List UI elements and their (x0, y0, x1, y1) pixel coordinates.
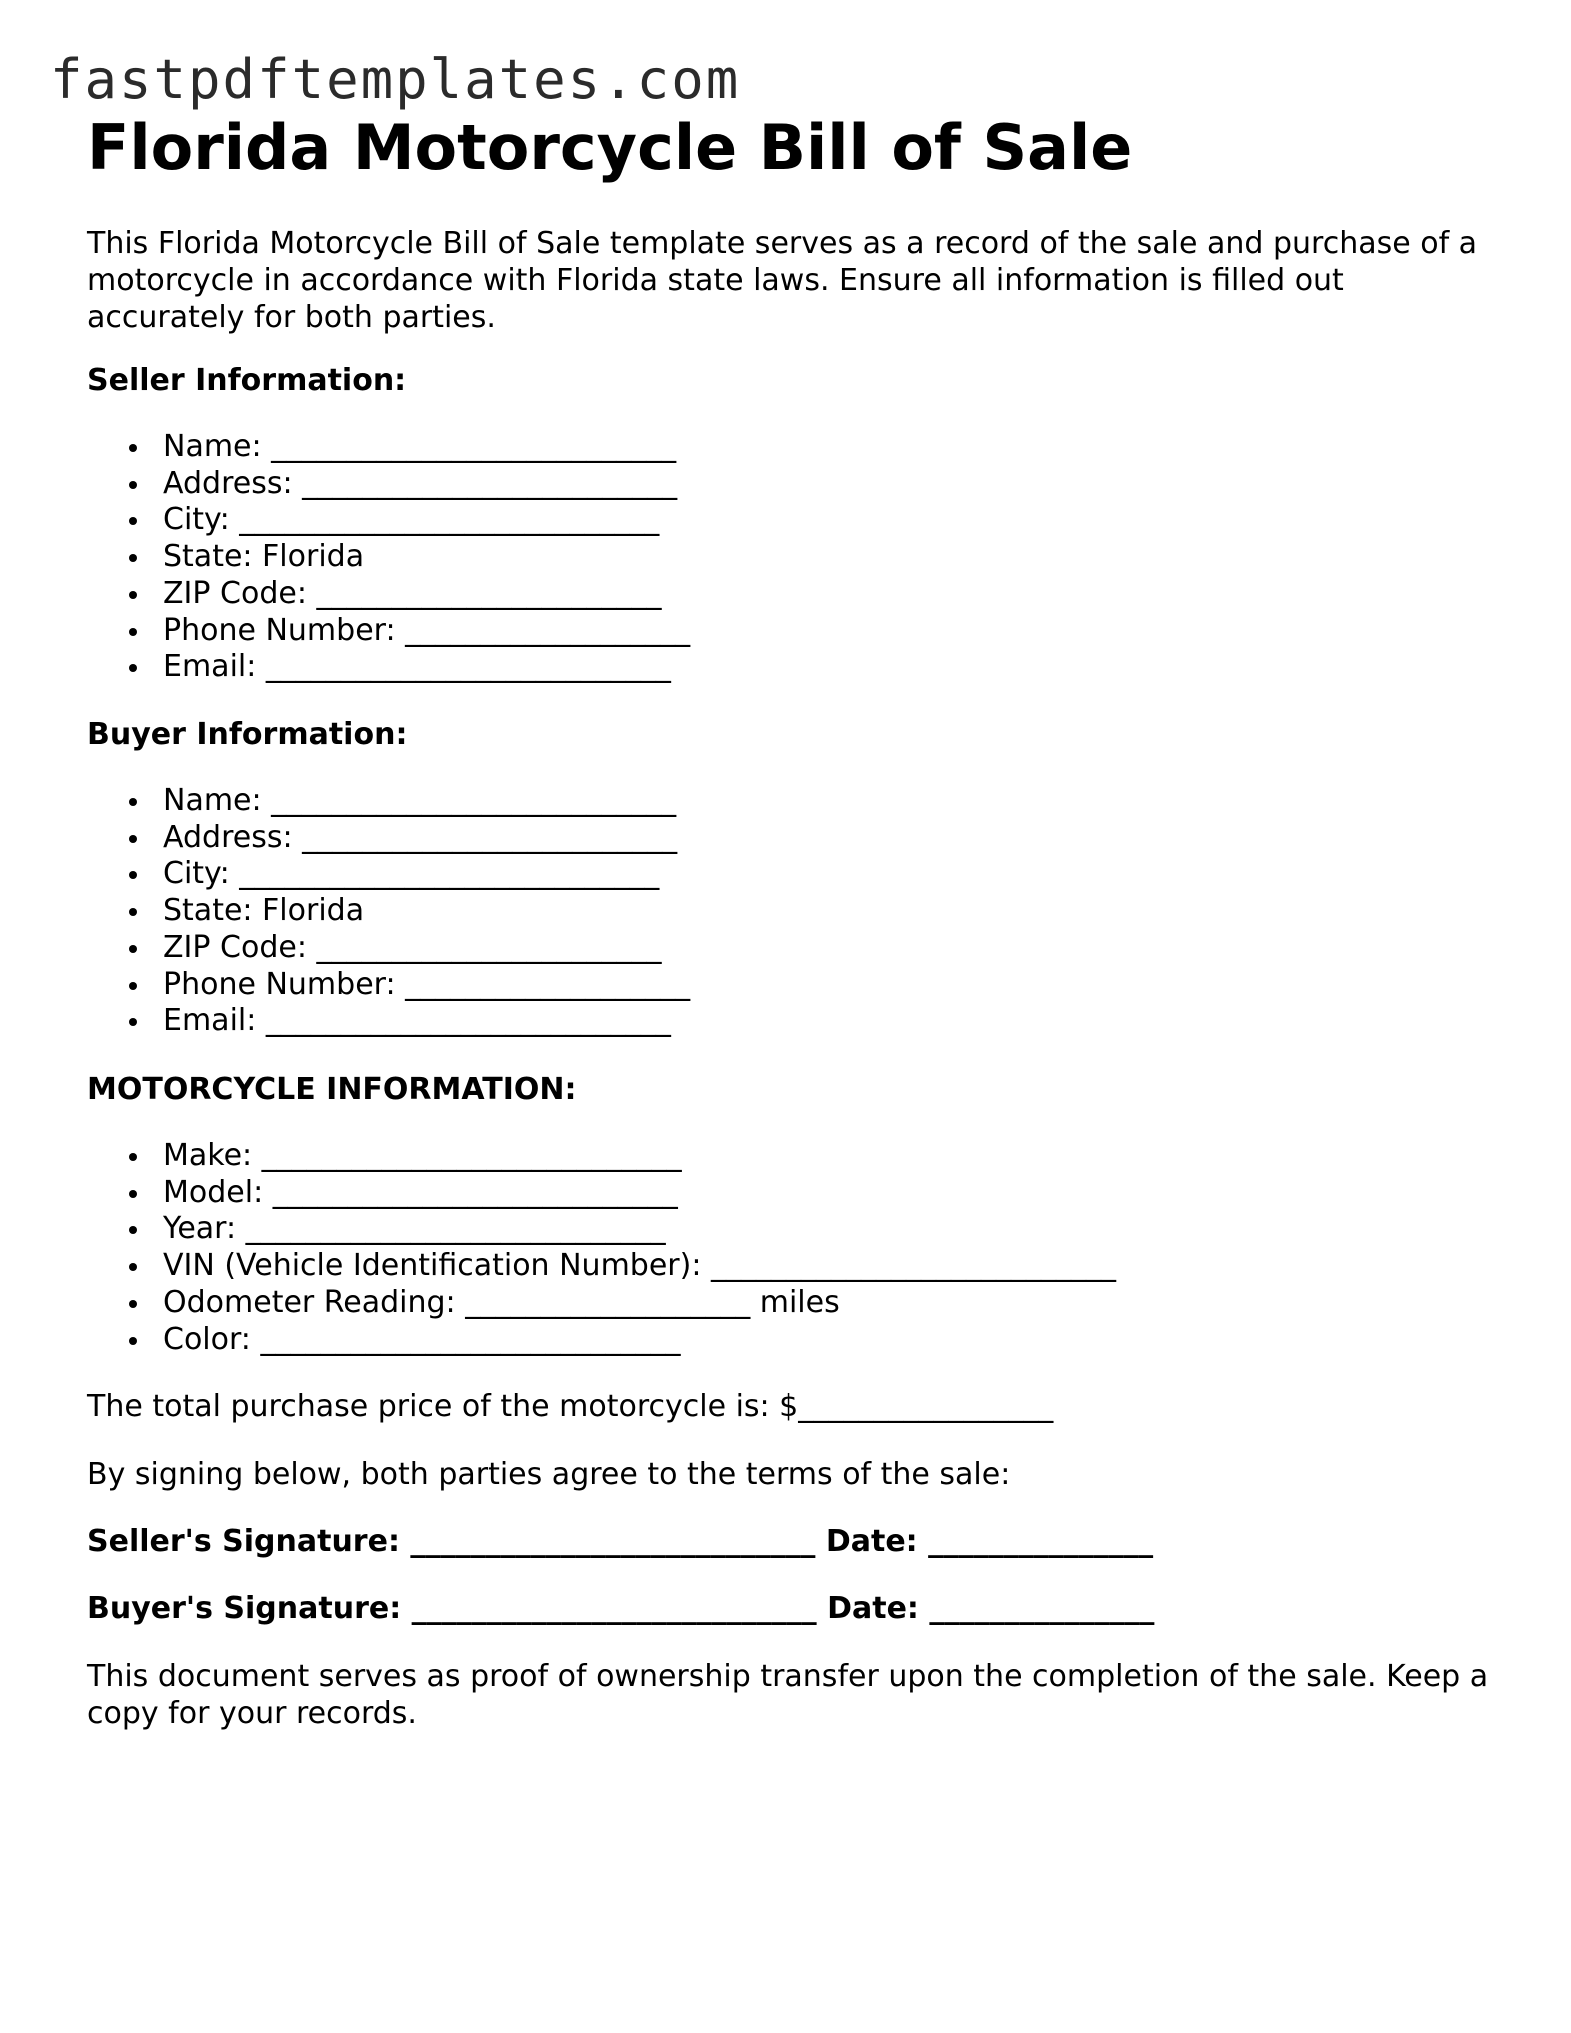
vin-field: VIN (Vehicle Identification Number): ___________________________ (163, 1248, 1116, 1284)
agreement-line: By signing below, both parties agree to the terms of the sale: (87, 1457, 1011, 1492)
buyer-signature-line: Buyer's Signature: ___________________________ Date: _______________ (87, 1591, 1155, 1626)
seller-zip-field: ZIP Code: _______________________ (163, 576, 690, 613)
odometer-field: Odometer Reading: ___________________ miles (163, 1285, 1116, 1322)
buyer-address-field: Address: _________________________ (163, 820, 690, 857)
seller-address-field: Address: _________________________ (163, 466, 690, 503)
seller-name-field: Name: ___________________________ (163, 429, 690, 466)
seller-signature-line: Seller's Signature: ___________________________ Date: _______________ (87, 1524, 1154, 1559)
seller-fields-list (87, 429, 690, 686)
document-title: Florida Motorcycle Bill of Sale (87, 111, 1133, 184)
watermark: fastpdftemplates.com (50, 48, 741, 111)
buyer-name-field: Name: ___________________________ (163, 783, 690, 820)
buyer-city-field: City: ____________________________ (163, 856, 690, 893)
buyer-phone-field: Phone Number: ___________________ (163, 966, 691, 1002)
purchase-price-line: The total purchase price of the motorcycle is: $_________________ (87, 1389, 1054, 1424)
buyer-state-field: State: Florida (163, 893, 690, 930)
document-page (87, 111, 1507, 1731)
seller-city-field: City: ____________________________ (163, 502, 690, 539)
motorcycle-fields-list (87, 1138, 1116, 1358)
color-field: Color: ____________________________ (163, 1322, 1116, 1359)
model-field: Model: ___________________________ (163, 1175, 1116, 1212)
seller-phone-field: Phone Number: ___________________ (163, 612, 691, 648)
buyer-email-field: Email: ___________________________ (163, 1003, 690, 1040)
seller-email-field: Email: ___________________________ (163, 649, 690, 686)
buyer-zip-field: ZIP Code: _______________________ (163, 930, 690, 967)
intro-paragraph: This Florida Motorcycle Bill of Sale template serves as a record of the sale and purchase of a motorcycle in accordance with Florida state laws. Ensure all information is filled out accurately for both parties. (87, 226, 1478, 335)
motorcycle-heading: MOTORCYCLE INFORMATION: (87, 1072, 577, 1107)
seller-state-field: State: Florida (163, 539, 690, 576)
seller-heading: Seller Information: (87, 363, 407, 398)
make-field: Make: ____________________________ (163, 1138, 1116, 1175)
buyer-fields-list (87, 783, 690, 1040)
year-field: Year: ____________________________ (163, 1211, 1116, 1248)
buyer-heading: Buyer Information: (87, 717, 408, 752)
closing-paragraph: This document serves as proof of ownership transfer upon the completion of the sale. Keep a copy for your records. (87, 1659, 1489, 1731)
